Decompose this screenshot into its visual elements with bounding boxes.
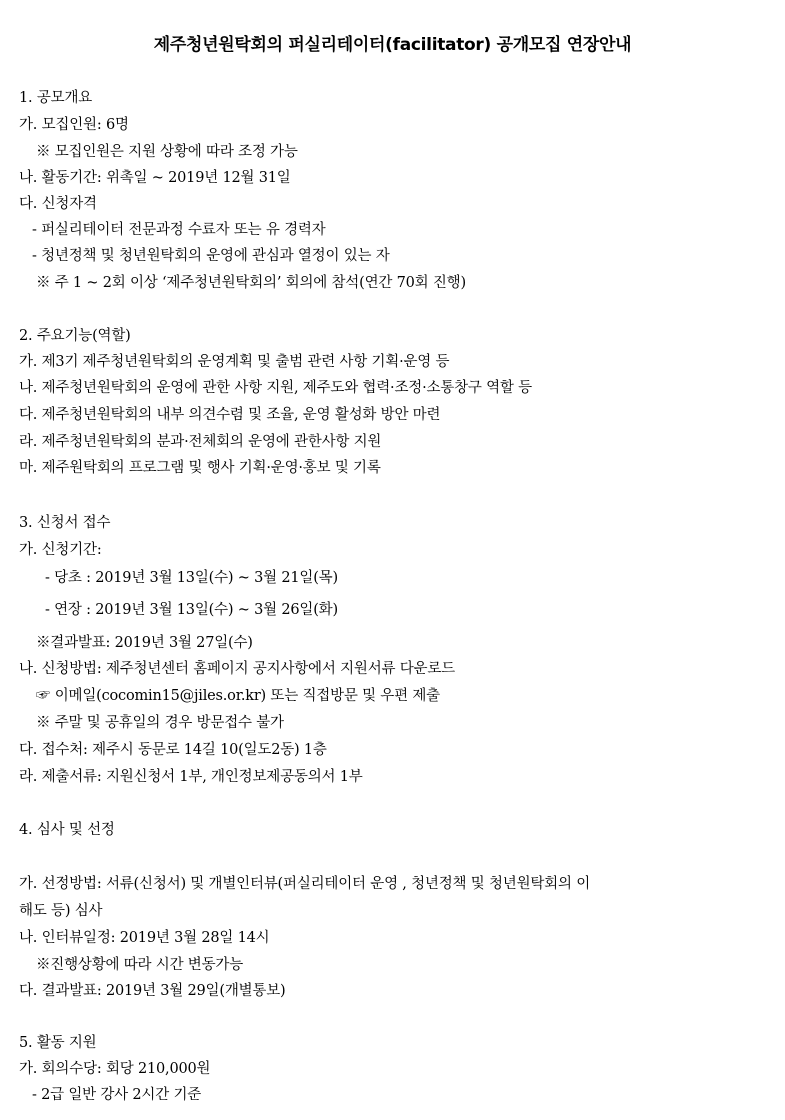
note: ※ 주말 및 공휴일의 경우 방문접수 불가 xyxy=(36,715,284,731)
sub-item: - 연장 : 2019년 3월 13일(수) ~ 3월 26일(화) xyxy=(45,602,338,618)
list-item-continuation: 해도 등) 심사 xyxy=(19,903,103,919)
list-item: 가. 모집인원: 6명 xyxy=(19,117,129,133)
document-title: 제주청년원탁회의 퍼실리테이터(facilitator) 공개모집 연장안내 xyxy=(153,35,632,55)
list-item: 나. 활동기간: 위촉일 ~ 2019년 12월 31일 xyxy=(19,170,291,186)
sub-item: - 퍼실리테이터 전문과정 수료자 또는 유 경력자 xyxy=(32,222,326,238)
sub-item: - 2급 일반 강사 2시간 기준 xyxy=(32,1087,202,1103)
section-heading: 4. 심사 및 선정 xyxy=(19,822,115,838)
list-item: 라. 제주청년원탁회의 분과·전체회의 운영에 관한사항 지원 xyxy=(19,434,382,450)
note: ※ 모집인원은 지원 상황에 따라 조정 가능 xyxy=(36,144,298,160)
section-heading: 2. 주요기능(역할) xyxy=(19,328,131,344)
list-item: 가. 선정방법: 서류(신청서) 및 개별인터뷰(퍼실리테이터 운영 , 청년정책 및 청년원탁회의 이 xyxy=(19,876,591,892)
list-item: 라. 제출서류: 지원신청서 1부, 개인정보제공동의서 1부 xyxy=(19,769,363,785)
list-item: 다. 제주청년원탁회의 내부 의견수렴 및 조율, 운영 활성화 방안 마련 xyxy=(19,407,441,423)
list-item: 나. 신청방법: 제주청년센터 홈페이지 공지사항에서 지원서류 다운로드 xyxy=(19,661,455,677)
list-item: 나. 제주청년원탁회의 운영에 관한 사항 지원, 제주도와 협력·조정·소통창구 역할 등 xyxy=(19,380,532,396)
section-heading: 1. 공모개요 xyxy=(19,90,93,106)
section-heading: 5. 활동 지원 xyxy=(19,1035,97,1051)
list-item: 다. 결과발표: 2019년 3월 29일(개별통보) xyxy=(19,983,286,999)
note: ※ 주 1 ~ 2회 이상 ‘제주청년원탁회의’ 회의에 참석(연간 70회 진행) xyxy=(36,275,466,291)
list-item: 마. 제주원탁회의 프로그램 및 행사 기획·운영·홍보 및 기록 xyxy=(19,460,381,476)
sub-item: - 당초 : 2019년 3월 13일(수) ~ 3월 21일(목) xyxy=(45,570,338,586)
sub-item: ☞ 이메일(cocomin15@jiles.or.kr) 또는 직접방문 및 우편 제출 xyxy=(36,688,440,704)
list-item: 다. 접수처: 제주시 동문로 14길 10(일도2동) 1층 xyxy=(19,742,327,758)
list-item: 가. 제3기 제주청년원탁회의 운영계획 및 출범 관련 사항 기획·운영 등 xyxy=(19,354,450,370)
list-item: 다. 신청자격 xyxy=(19,196,97,212)
list-item: 가. 회의수당: 회당 210,000원 xyxy=(19,1061,211,1077)
section-heading: 3. 신청서 접수 xyxy=(19,515,111,531)
list-item: 가. 신청기간: xyxy=(19,542,102,558)
note: ※결과발표: 2019년 3월 27일(수) xyxy=(36,635,253,651)
note: ※진행상황에 따라 시간 변동가능 xyxy=(36,957,244,973)
sub-item: - 청년정책 및 청년원탁회의 운영에 관심과 열정이 있는 자 xyxy=(32,248,390,264)
list-item: 나. 인터뷰일정: 2019년 3월 28일 14시 xyxy=(19,930,270,946)
